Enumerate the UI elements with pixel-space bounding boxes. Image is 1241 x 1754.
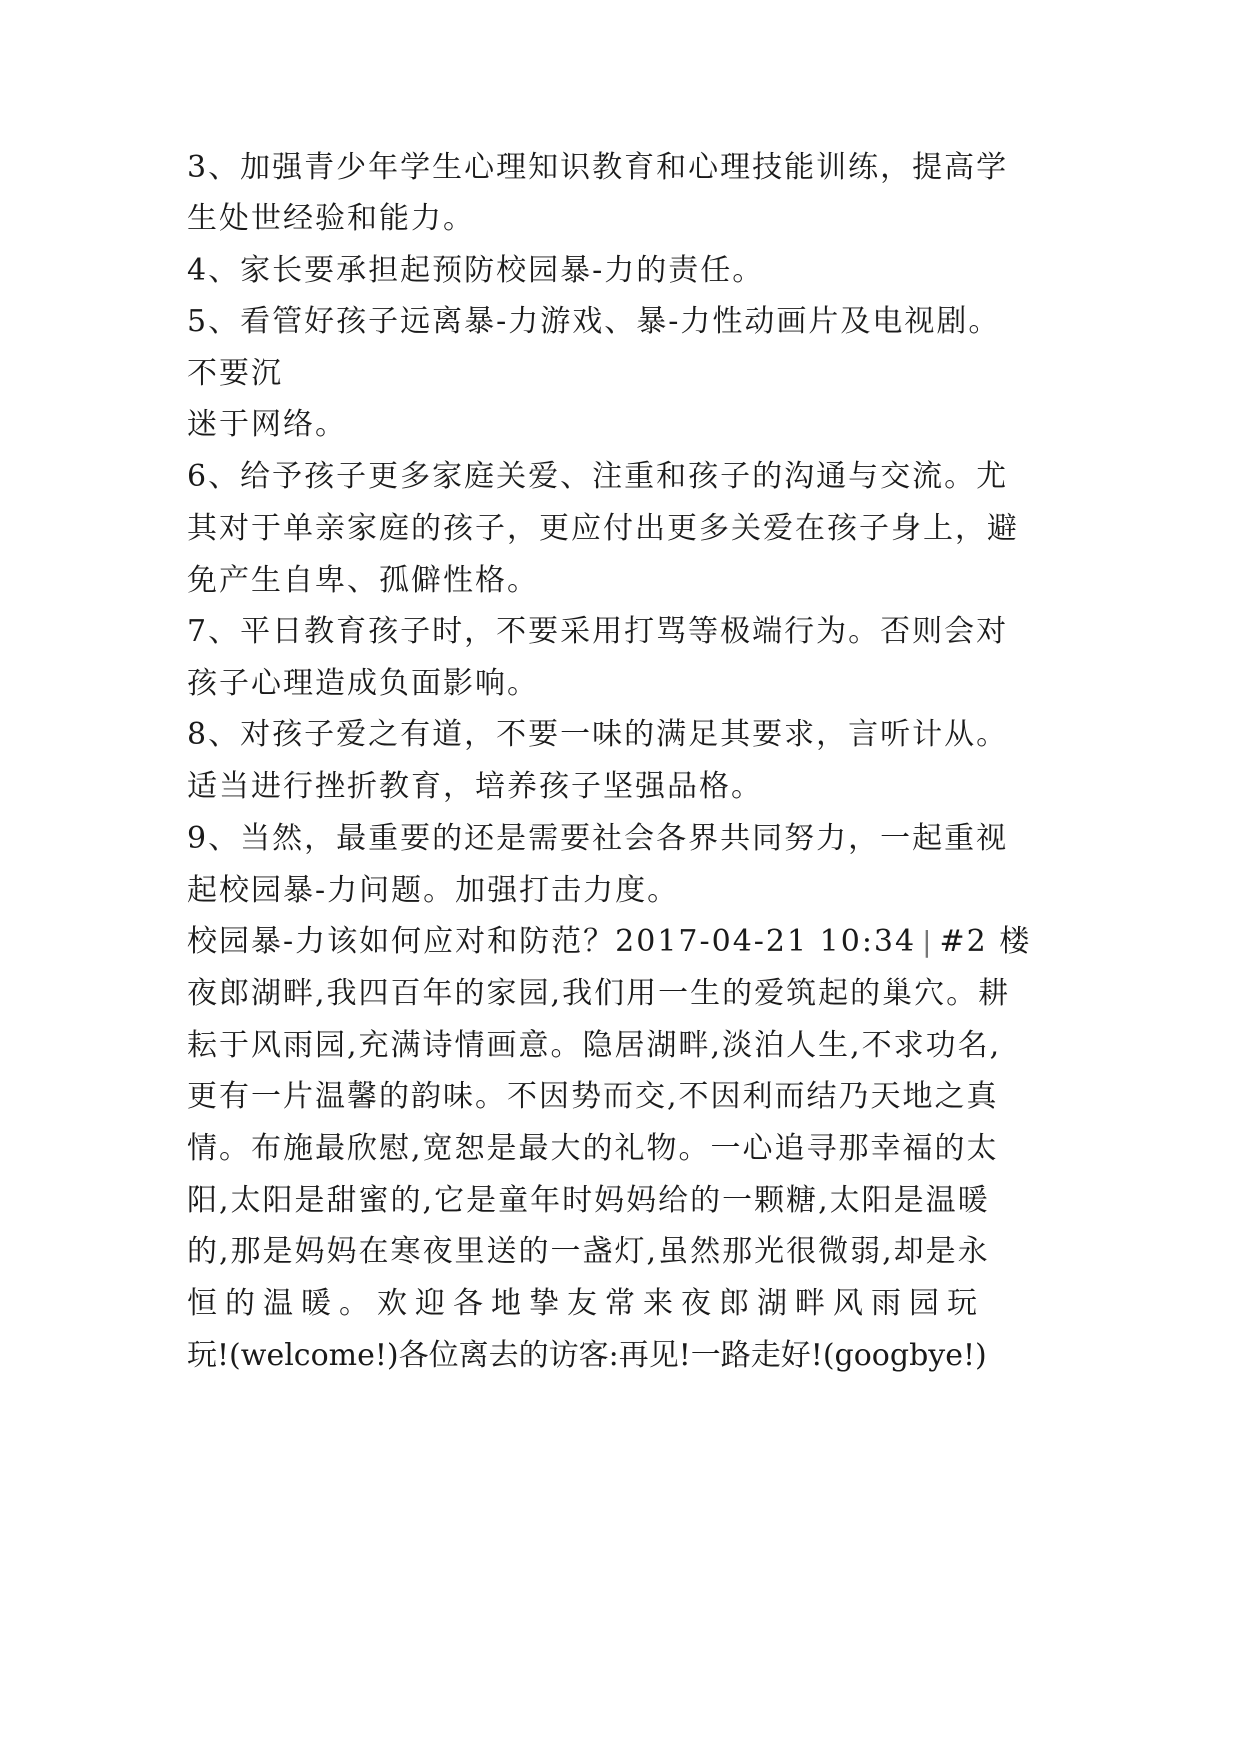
post-separator: |: [922, 925, 934, 958]
post-timestamp: 2017-04-21 10:34: [615, 924, 917, 959]
post-line: 玩!(welcome!)各位离去的访客:再见!一路走好!(googbye!): [187, 1338, 987, 1373]
body-line: 4、家长要承担起预防校园暴-力的责任。: [187, 253, 765, 288]
body-line: 适当进行挫折教育，培养孩子坚强品格。: [187, 769, 763, 804]
post-floor: #2 楼: [939, 924, 1032, 959]
body-line: 6、给予孩子更多家庭关爱、注重和孩子的沟通与交流。尤: [187, 459, 1009, 494]
post-line: 更有一片温馨的韵味。不因势而交,不因利而结乃天地之真: [187, 1079, 999, 1114]
body-line: 起校园暴-力问题。加强打击力度。: [187, 873, 680, 908]
post-title: 校园暴-力该如何应对和防范？: [187, 924, 616, 959]
body-line: 3、加强青少年学生心理知识教育和心理技能训练，提高学: [187, 150, 1009, 185]
post-line: 情。布施最欣慰,宽恕是最大的礼物。一心追寻那幸福的太: [187, 1131, 999, 1166]
body-line: 不要沉: [187, 356, 283, 391]
post-line: 耘于风雨园,充满诗情画意。隐居湖畔,淡泊人生,不求功名,: [187, 1028, 1002, 1063]
body-line: 9、当然，最重要的还是需要社会各界共同努力，一起重视: [187, 821, 1009, 856]
body-line: 其对于单亲家庭的孩子，更应付出更多关爱在孩子身上，避: [187, 511, 1019, 546]
body-line: 孩子心理造成负面影响。: [187, 666, 539, 701]
body-line: 8、对孩子爱之有道，不要一味的满足其要求，言听计从。: [187, 717, 1009, 752]
body-line: 生处世经验和能力。: [187, 201, 475, 236]
body-line: 免产生自卑、孤僻性格。: [187, 563, 539, 598]
body-line: 迷于网络。: [187, 407, 347, 442]
body-line: 5、看管好孩子远离暴-力游戏、暴-力性动画片及电视剧。: [187, 304, 1001, 339]
post-line: 恒的温暖。欢迎各地挚友常来夜郎湖畔风雨园玩: [187, 1286, 985, 1321]
post-line: 夜郎湖畔,我四百年的家园,我们用一生的爱筑起的巢穴。耕: [187, 976, 1011, 1011]
post-line: 阳,太阳是甜蜜的,它是童年时妈妈给的一颗糖,太阳是温暖: [187, 1183, 990, 1218]
body-line: 7、平日教育孩子时，不要采用打骂等极端行为。否则会对: [187, 614, 1009, 649]
post-line: 的,那是妈妈在寒夜里送的一盏灯,虽然那光很微弱,却是永: [187, 1234, 990, 1269]
post-header: [187, 923, 1047, 961]
